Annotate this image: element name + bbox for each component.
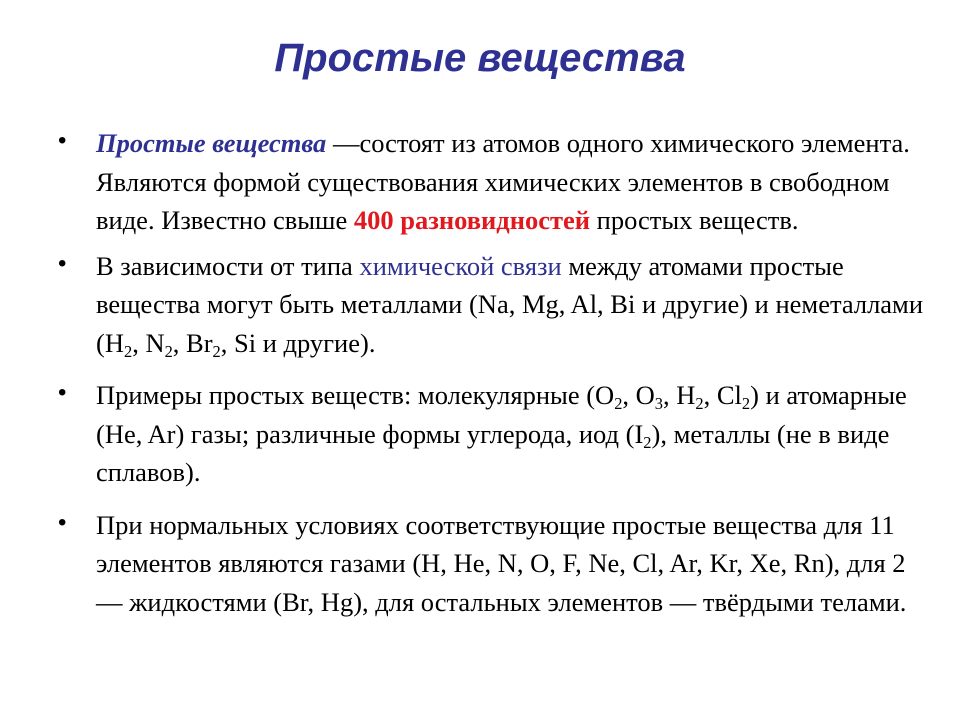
subscript: 3 — [654, 393, 664, 413]
bond-text-start: В зависимости от типа — [96, 250, 360, 281]
bond-text-br: , Br — [172, 327, 213, 358]
bullet-icon: • — [58, 127, 67, 154]
bond-text-end: , Si и другие). — [220, 327, 376, 358]
subscript: 2 — [741, 393, 751, 413]
definition-tail: простых веществ. — [590, 205, 799, 235]
subscript: 2 — [212, 341, 221, 361]
states-text: При нормальных условиях соответствующие простые вещества для 11 элементов являются газами (H, He, N, O, F, Ne, Cl, Ar, Kr, Xe, Rn), для 2 — жидкостями (Br, Hg), для остальных элементов — твёрдыми телами. — [96, 509, 907, 617]
term-simple-substances: Простые вещества — [96, 128, 327, 158]
definition-text: —состоят из атомов одного химического элемента. Являются формой существования химических элементов в свободном виде. Известно свыше — [96, 128, 910, 235]
examples-text-2: , O — [622, 380, 655, 410]
subscript: 2 — [643, 432, 652, 452]
examples-text-3: , H — [663, 380, 696, 410]
highlight-400-varieties: 400 разновидностей — [353, 205, 591, 235]
bullet-icon: • — [58, 508, 67, 536]
bullet-item-definition — [58, 124, 928, 240]
bullet-icon: • — [58, 379, 67, 406]
bullet-item-bond-type — [58, 247, 928, 363]
bullet-item-states — [58, 506, 928, 622]
bullet-item-examples — [58, 376, 928, 492]
examples-text-6: ), металлы (не в виде сплавов). — [96, 418, 890, 487]
bullet-list — [58, 124, 928, 621]
examples-text-4: , Cl — [703, 380, 742, 410]
subscript: 2 — [614, 393, 623, 413]
bond-text-middle: между атомами простые вещества могут быть металлами (Na, Mg, Al, Bi и другие) и неметаллами (H — [96, 250, 924, 358]
slide-title: Простые вещества — [274, 36, 686, 80]
bond-text-n: , N — [132, 327, 165, 358]
examples-text-5: ) и атомарные (He, Ar) газы; различные формы углерода, иод (I — [96, 380, 907, 449]
subscript: 2 — [695, 393, 704, 413]
subscript: 2 — [123, 341, 133, 361]
bullet-icon: • — [58, 249, 67, 277]
examples-text-1: Примеры простых веществ: молекулярные (O — [96, 380, 615, 410]
chemical-bond-link[interactable]: химической связи — [359, 250, 562, 281]
subscript: 2 — [164, 341, 173, 361]
